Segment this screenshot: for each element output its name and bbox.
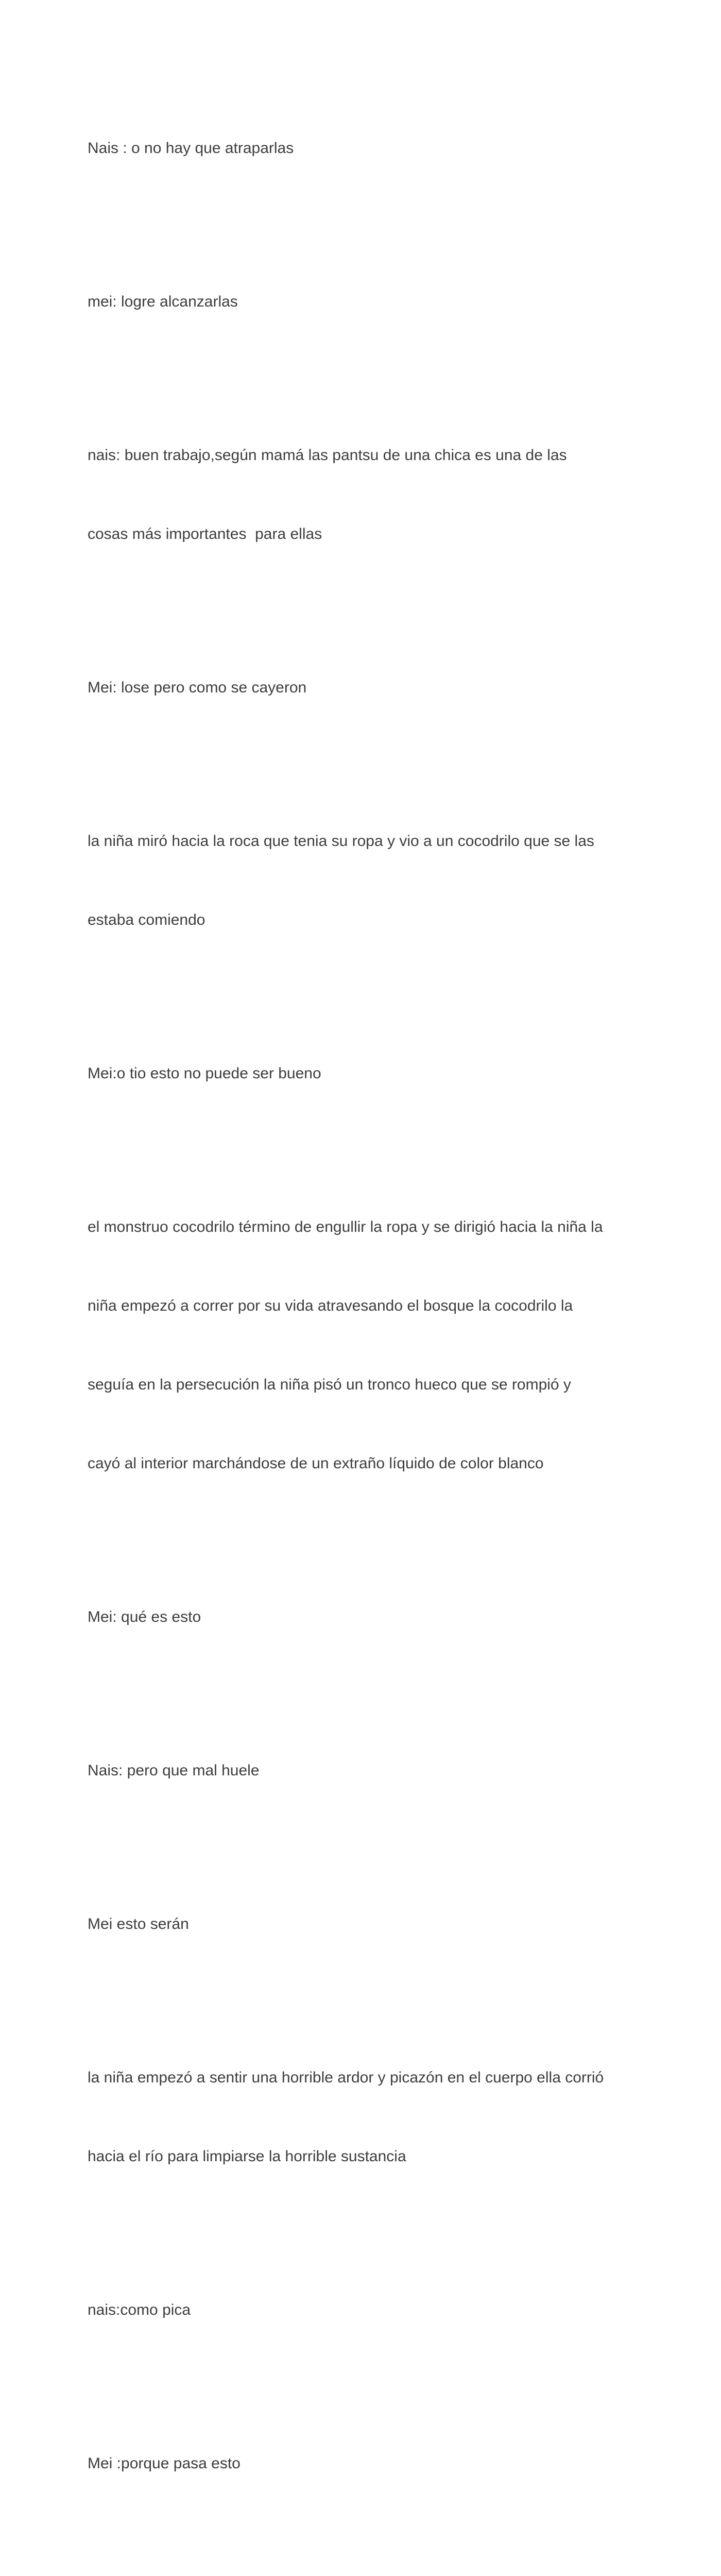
text-line: nais:como pica — [88, 2301, 191, 2318]
paragraph — [88, 2551, 654, 2576]
paragraph — [88, 82, 654, 214]
paragraph — [88, 775, 654, 986]
paragraph — [88, 2398, 654, 2529]
paragraph — [88, 2012, 654, 2222]
text-line: estaba comiendo — [88, 911, 205, 928]
paragraph — [88, 1008, 654, 1139]
paragraph — [88, 1161, 654, 1529]
text-line: Mei: qué es esto — [88, 1608, 201, 1625]
paragraph — [88, 389, 654, 600]
text-line: niña empezó a correr por su vida atravesando el bosque la cocodrilo la — [88, 1297, 573, 1314]
text-line: Mei :porque pasa esto — [88, 2455, 241, 2472]
text-line: cosas más importantes para ellas — [88, 526, 322, 543]
text-line: Mei: lose pero como se cayeron — [88, 679, 307, 696]
text-line: Mei:o tio esto no puede ser bueno — [88, 1065, 321, 1082]
text-line: nais: buen trabajo,según mamá las pantsu de una chica es una de las — [88, 447, 567, 464]
text-line: la niña miró hacia la roca que tenia su ropa y vio a un cocodrilo que se las — [88, 833, 594, 850]
paragraph — [88, 1551, 654, 1683]
text-line: Nais: pero que mal huele — [88, 1762, 260, 1779]
paragraph — [88, 1858, 654, 1990]
paragraph — [88, 1705, 654, 1836]
paragraph — [88, 622, 654, 753]
text-line: Mei esto serán — [88, 1916, 189, 1933]
paragraph — [88, 236, 654, 367]
text-line: Nais : o no hay que atraparlas — [88, 140, 294, 157]
text-line: cayó al interior marchándose de un extraño líquido de color blanco — [88, 1455, 544, 1472]
text-line: seguía en la persecución la niña pisó un tronco hueco que se rompió y — [88, 1376, 571, 1393]
text-line: mei: logre alcanzarlas — [88, 293, 238, 310]
text-line: hacia el río para limpiarse la horrible sustancia — [88, 2148, 406, 2165]
paragraph — [88, 2244, 654, 2376]
text-line: el monstruo cocodrilo término de engullir la ropa y se dirigió hacia la niña la — [88, 1218, 603, 1235]
text-line: la niña empezó a sentir una horrible ardor y picazón en el cuerpo ella corrió — [88, 2069, 604, 2086]
document-body — [88, 82, 654, 2576]
